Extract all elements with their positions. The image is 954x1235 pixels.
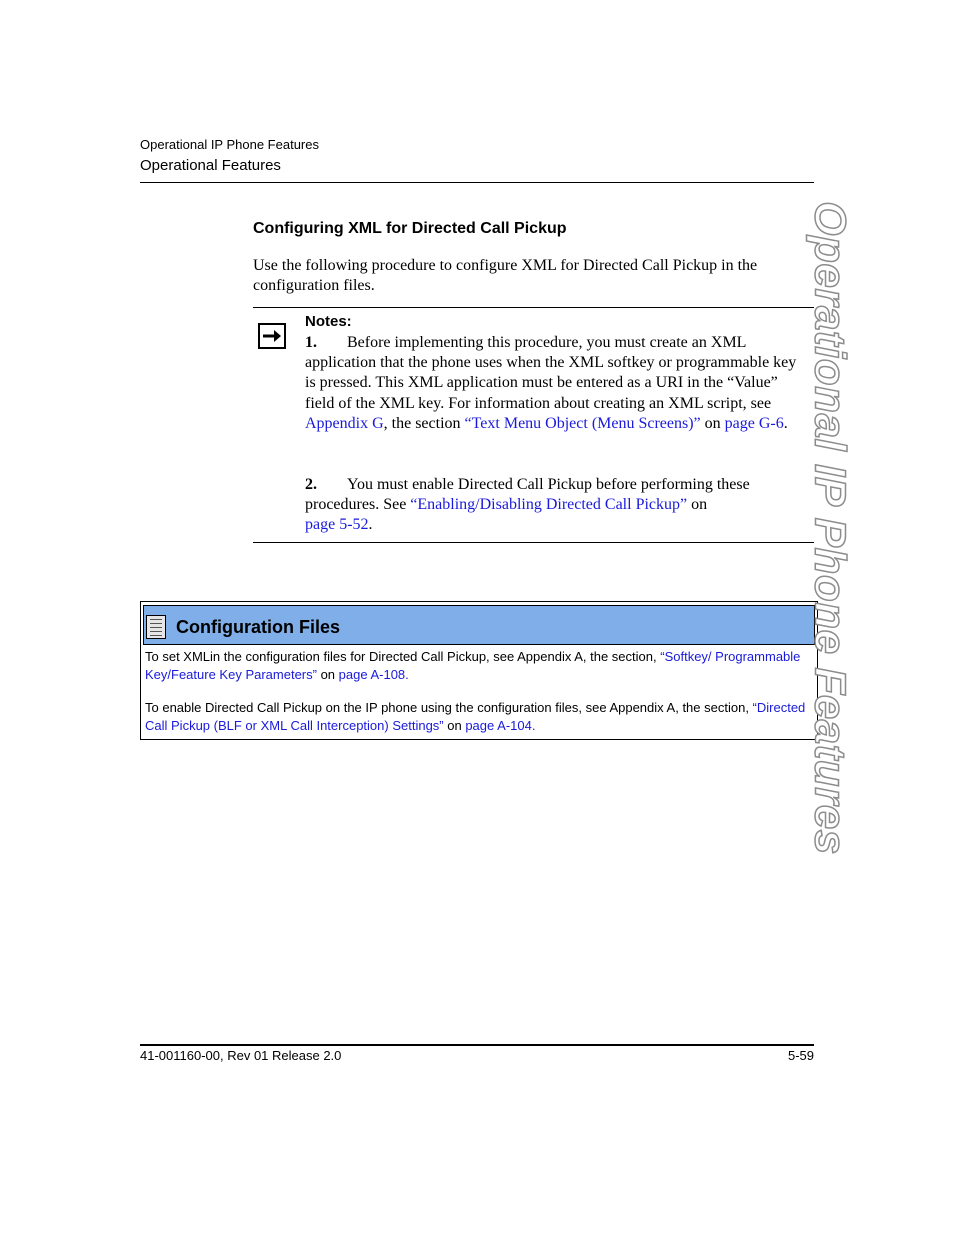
note-2 — [305, 475, 810, 536]
running-header-chapter: Operational IP Phone Features — [140, 137, 319, 152]
note-2-text-c: . — [368, 516, 373, 534]
enabling-directed-call-pickup-link[interactable]: “Enabling/Disabling Directed Call Pickup” — [410, 496, 688, 514]
config-p2-text: To enable Directed Call Pickup on the IP phone using the configuration files, see Appendix A, the section, — [145, 700, 753, 715]
header-divider — [140, 182, 814, 183]
notes-top-rule — [253, 307, 814, 308]
section-title: Configuring XML for Directed Call Pickup — [253, 220, 567, 237]
arrow-right-icon — [258, 323, 286, 349]
appendix-g-link[interactable]: Appendix G — [305, 414, 384, 432]
note-1-text: Before implementing this procedure, you must create an XML application that the phone uses when the XML softkey or programmable key is pressed. This XML application must be entered as a URI in the “Value” field of the XML key. For information about creating an XML script, see — [305, 334, 797, 412]
footer-divider — [140, 1044, 814, 1046]
note-1 — [305, 333, 810, 434]
footer-document-id: 41-001160-00, Rev 01 Release 2.0 — [140, 1048, 342, 1063]
page-5-52-link[interactable]: page 5-52 — [305, 516, 369, 534]
running-header-section: Operational Features — [140, 157, 281, 174]
side-tab-label: Operational IP Phone Features — [806, 200, 855, 855]
page-a104-link[interactable]: page A-104. — [465, 717, 536, 733]
notes-bottom-rule — [253, 542, 814, 543]
note-1-text-b: , the section — [383, 414, 465, 432]
notes-label: Notes: — [305, 313, 352, 330]
config-paragraph-1 — [145, 648, 813, 683]
note-2-text-b: on — [687, 496, 708, 514]
chapter-side-tab — [790, 200, 870, 855]
page-a108-link[interactable]: page A-108. — [338, 666, 409, 682]
config-p1-text-b: on — [316, 666, 339, 682]
config-p1-text: To set XMLin the configuration files for Directed Call Pickup, see Appendix A, the section, — [145, 649, 661, 664]
page-g6-link[interactable]: page G-6 — [724, 414, 784, 432]
intro-paragraph: Use the following procedure to configure XML for Directed Call Pickup in the configuration files. — [253, 257, 758, 294]
note-2-number: 2. — [305, 476, 317, 493]
document-icon — [146, 615, 166, 639]
note-1-text-c: on — [700, 414, 725, 432]
configuration-files-title: Configuration Files — [176, 617, 340, 637]
softkey-parameters-link[interactable]: “Softkey/ Programmable Key/Feature Key Parameters” — [145, 649, 801, 682]
text-menu-object-link[interactable]: “Text Menu Object (Menu Screens)” — [464, 414, 701, 432]
footer-page-number: 5-59 — [787, 1048, 814, 1063]
config-paragraph-2 — [145, 699, 813, 734]
directed-call-pickup-settings-link[interactable]: “Directed Call Pickup (BLF or XML Call Interception) Settings” — [145, 700, 806, 733]
note-2-text: You must enable Directed Call Pickup before performing these procedures. See — [305, 476, 750, 514]
note-1-text-d: . — [783, 414, 788, 432]
note-1-number: 1. — [305, 334, 317, 351]
config-p2-text-b: on — [443, 717, 466, 733]
